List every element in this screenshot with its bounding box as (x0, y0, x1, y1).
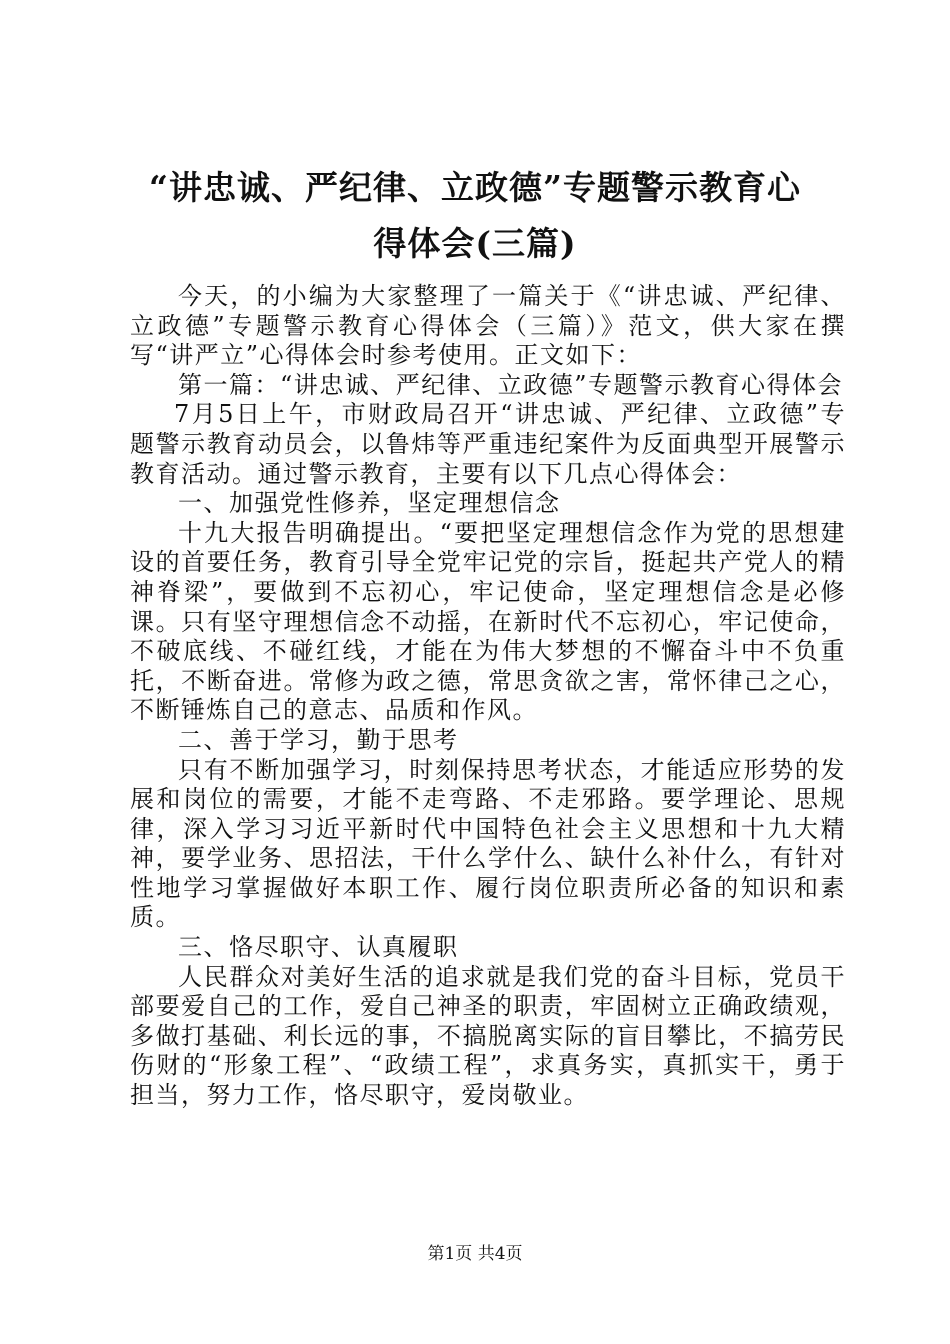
subheading-two: 二、善于学习，勤于思考 (178, 725, 459, 754)
subheading-one: 一、加强党性修养，坚定理想信念 (178, 489, 561, 518)
subheading-three: 三、恪尽职守、认真履职 (178, 933, 459, 962)
section-heading-part-one: 第一篇：“讲忠诚、严纪律、立政德”专题警示教育心得体会 (178, 370, 844, 399)
body-paragraph: 7月5日上午，市财政局召开“讲忠诚、严纪律、立政德”专题警示教育动员会，以鲁炜等严重违纪案件为反面典型开展警示教育活动。通过警示教育，主要有以下几点心得体会： (130, 400, 846, 488)
body-paragraph: 人民群众对美好生活的追求就是我们党的奋斗目标，党员干部要爱自己的工作，爱自己神圣的职责，牢固树立正确政绩观，多做打基础、利长远的事，不搞脱离实际的盲目攀比，不搞劳民伤财的“形象工程”、“政绩工程”，求真务实，真抓实干，勇于担当，努力工作，恪尽职守，爱岗敬业。 (130, 962, 846, 1110)
body-paragraph: 十九大报告明确提出。“要把坚定理想信念作为党的思想建设的首要任务，教育引导全党牢记党的宗旨，挺起共产党人的精神脊梁”，要做到不忘初心，牢记使命，坚定理想信念是必修课。只有坚守理想信念不动摇，在新时代不忘初心，牢记使命，不破底线、不碰红线，才能在为伟大梦想的不懈奋斗中不负重托，不断奋进。常修为政之德，常思贪欲之害，常怀律己之心，不断锤炼自己的意志、品质和作风。 (130, 518, 846, 725)
document-body (130, 282, 846, 1111)
intro-paragraph: 今天，的小编为大家整理了一篇关于《“讲忠诚、严纪律、立政德”专题警示教育心得体会（三篇）》范文，供大家在撰写“讲严立”心得体会时参考使用。正文如下： (130, 282, 846, 370)
body-paragraph: 只有不断加强学习，时刻保持思考状态，才能适应形势的发展和岗位的需要，才能不走弯路、不走邪路。要学理论、思规律，深入学习习近平新时代中国特色社会主义思想和十九大精神，要学业务、思招法，干什么学什么、缺什么补什么，有针对性地学习掌握做好本职工作、履行岗位职责所必备的知识和素质。 (130, 755, 846, 932)
page-number-footer: 第1页 共4页 (427, 1244, 523, 1264)
document-title-line-1: “讲忠诚、严纪律、立政德”专题警示教育心 (149, 168, 801, 207)
document-title-line-2: 得体会(三篇) (373, 224, 577, 263)
